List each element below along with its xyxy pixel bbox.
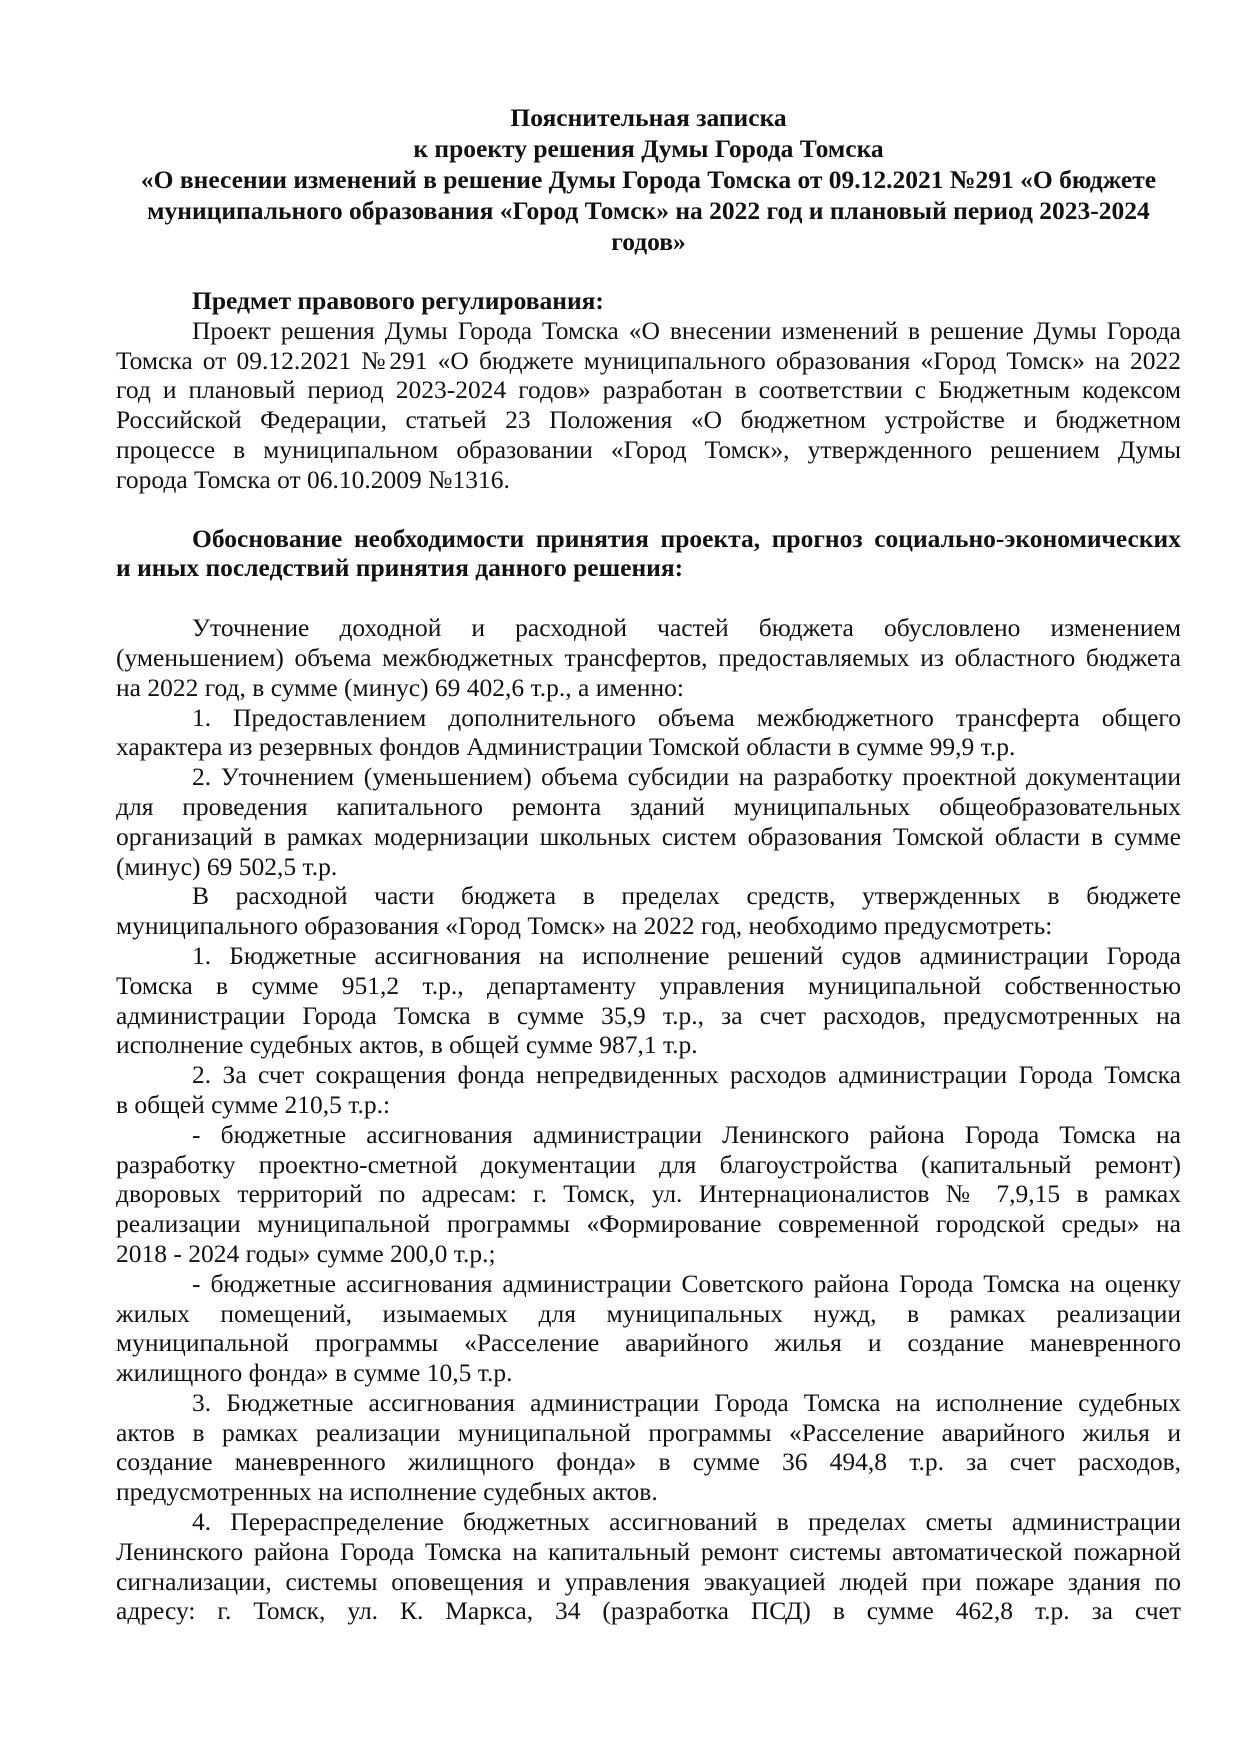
paragraph-line: реализации муниципальной программы «Формирование современной городской среды» на (116, 1209, 1181, 1239)
paragraph-line: В расходной части бюджета в пределах средств, утвержденных в бюджете (192, 881, 1181, 911)
paragraph-line: в общей сумме 210,5 т.р.: (116, 1089, 391, 1119)
paragraph (116, 762, 1181, 881)
paragraph-line: - бюджетные ассигнования администрации Ленинского района Города Томска на (192, 1119, 1181, 1149)
paragraph-line: предусмотренных на исполнение судебных актов. (116, 1477, 658, 1507)
paragraph-line: дворовых территорий по адресам: г. Томск, ул. Интернационалистов № 7,9,15 в рамках (116, 1179, 1181, 1209)
section-justification-heading (116, 524, 1181, 584)
paragraph-line: Проект решения Думы Города Томска «О внесении изменений в решение Думы Города (192, 315, 1181, 345)
paragraph-line: характера из резервных фондов Администрации Томской области в сумме 99,9 т.р. (116, 732, 1016, 762)
paragraph-line: муниципальной программы «Расселение аварийного жилья и создание маневренного (116, 1328, 1181, 1358)
section-heading-line: Обоснование необходимости принятия проекта, прогноз социально-экономических (192, 523, 1181, 553)
paragraph-line: 2. За счет сокращения фонда непредвиденных расходов администрации Города Томска (192, 1060, 1181, 1090)
document-page (116, 102, 1181, 1626)
paragraph-line: создание маневренного жилищного фонда» в сумме 36 494,8 т.р. за счет расходов, (116, 1447, 1181, 1477)
section-justification-body (116, 613, 1181, 1626)
section-legal-subject (116, 286, 1181, 495)
paragraph-line: Ленинского района Города Томска на капитальный ремонт системы автоматической пожарной (116, 1536, 1181, 1566)
paragraph-line: 2. Уточнением (уменьшением) объема субсидии на разработку проектной документации (192, 762, 1181, 792)
paragraph-line: адресу: г. Томск, ул. К. Маркса, 34 (разработка ПСД) в сумме 462,8 т.р. за счет (116, 1596, 1181, 1626)
paragraph-line: муниципального образования «Город Томск» на 2022 год, необходимо предусмотреть: (116, 911, 1053, 941)
paragraph-line: для проведения капитального ремонта зданий муниципальных общеобразовательных (116, 791, 1181, 821)
document-title (116, 102, 1181, 257)
paragraph (116, 1120, 1181, 1269)
paragraph-line: (минус) 69 502,5 т.р. (116, 851, 338, 881)
section-heading-line: и иных последствий принятия данного решения: (116, 553, 684, 583)
paragraph-line: жилищного фонда» в сумме 10,5 т.р. (116, 1358, 513, 1388)
paragraph-line: организаций в рамках модернизации школьных систем образования Томской области в сумме (116, 821, 1181, 851)
paragraph (116, 1388, 1181, 1507)
title-line: Пояснительная записка (510, 103, 787, 132)
title-line: к проекту решения Думы Города Томска (413, 134, 884, 163)
paragraph-line: процессе в муниципальном образовании «Город Томск», утвержденного решением Думы (116, 434, 1181, 464)
paragraph-line: города Томска от 06.10.2009 №1316. (116, 464, 510, 494)
paragraph-line: Томска от 09.12.2021 №291 «О бюджете муниципального образования «Город Томск» на 2022 (116, 345, 1181, 375)
paragraph-line: - бюджетные ассигнования администрации Советского района Города Томска на оценку (192, 1268, 1181, 1298)
title-line: годов» (611, 227, 686, 256)
paragraph-line: 1. Предоставлением дополнительного объема межбюджетного трансферта общего (192, 702, 1181, 732)
paragraph (116, 613, 1181, 702)
paragraph (116, 941, 1181, 1060)
paragraph-line: актов в рамках реализации муниципальной программы «Расселение аварийного жилья и (116, 1417, 1181, 1447)
paragraph-line: Томска в сумме 951,2 т.р., департаменту управления муниципальной собственностью (116, 970, 1181, 1000)
paragraph-line: 1. Бюджетные ассигнования на исполнение решений судов администрации Города (192, 940, 1181, 970)
paragraph-line: 3. Бюджетные ассигнования администрации Города Томска на исполнение судебных (192, 1387, 1181, 1417)
paragraph (116, 703, 1181, 763)
paragraph-line: администрации Города Томска в сумме 35,9 т.р., за счет расходов, предусмотренных на (116, 1000, 1181, 1030)
paragraph (116, 1060, 1181, 1120)
paragraph-line: 4. Перераспределение бюджетных ассигнований в пределах сметы администрации (192, 1507, 1181, 1537)
paragraph-line: разработку проектно-сметной документации для благоустройства (капитальный ремонт) (116, 1149, 1181, 1179)
paragraph-line: сигнализации, системы оповещения и управления эвакуацией людей при пожаре здания по (116, 1566, 1181, 1596)
paragraph-line: Уточнение доходной и расходной частей бюджета обусловлено изменением (192, 613, 1181, 643)
paragraph (116, 1507, 1181, 1626)
paragraph-line: исполнение судебных актов, в общей сумме 987,1 т.р. (116, 1030, 698, 1060)
title-line: муниципального образования «Город Томск» на 2022 год и плановый период 2023-2024 (147, 196, 1150, 225)
paragraph (116, 1269, 1181, 1388)
title-line: «О внесении изменений в решение Думы Города Томска от 09.12.2021 №291 «О бюджете (140, 165, 1157, 194)
paragraph-line: на 2022 год, в сумме (минус) 69 402,6 т.р., а именно: (116, 672, 684, 702)
paragraph-line: год и плановый период 2023-2024 годов» разработан в соответствии с Бюджетным кодексом (116, 375, 1181, 405)
section-heading: Предмет правового регулирования: (192, 286, 604, 315)
paragraph (116, 881, 1181, 941)
paragraph-line: 2018 - 2024 годы» сумме 200,0 т.р.; (116, 1238, 496, 1268)
paragraph-line: жилых помещений, изымаемых для муниципальных нужд, в рамках реализации (116, 1298, 1181, 1328)
paragraph-line: (уменьшением) объема межбюджетных трансфертов, предоставляемых из областного бюджета (116, 642, 1181, 672)
paragraph-line: Российской Федерации, статьей 23 Положения «О бюджетном устройстве и бюджетном (116, 405, 1181, 435)
